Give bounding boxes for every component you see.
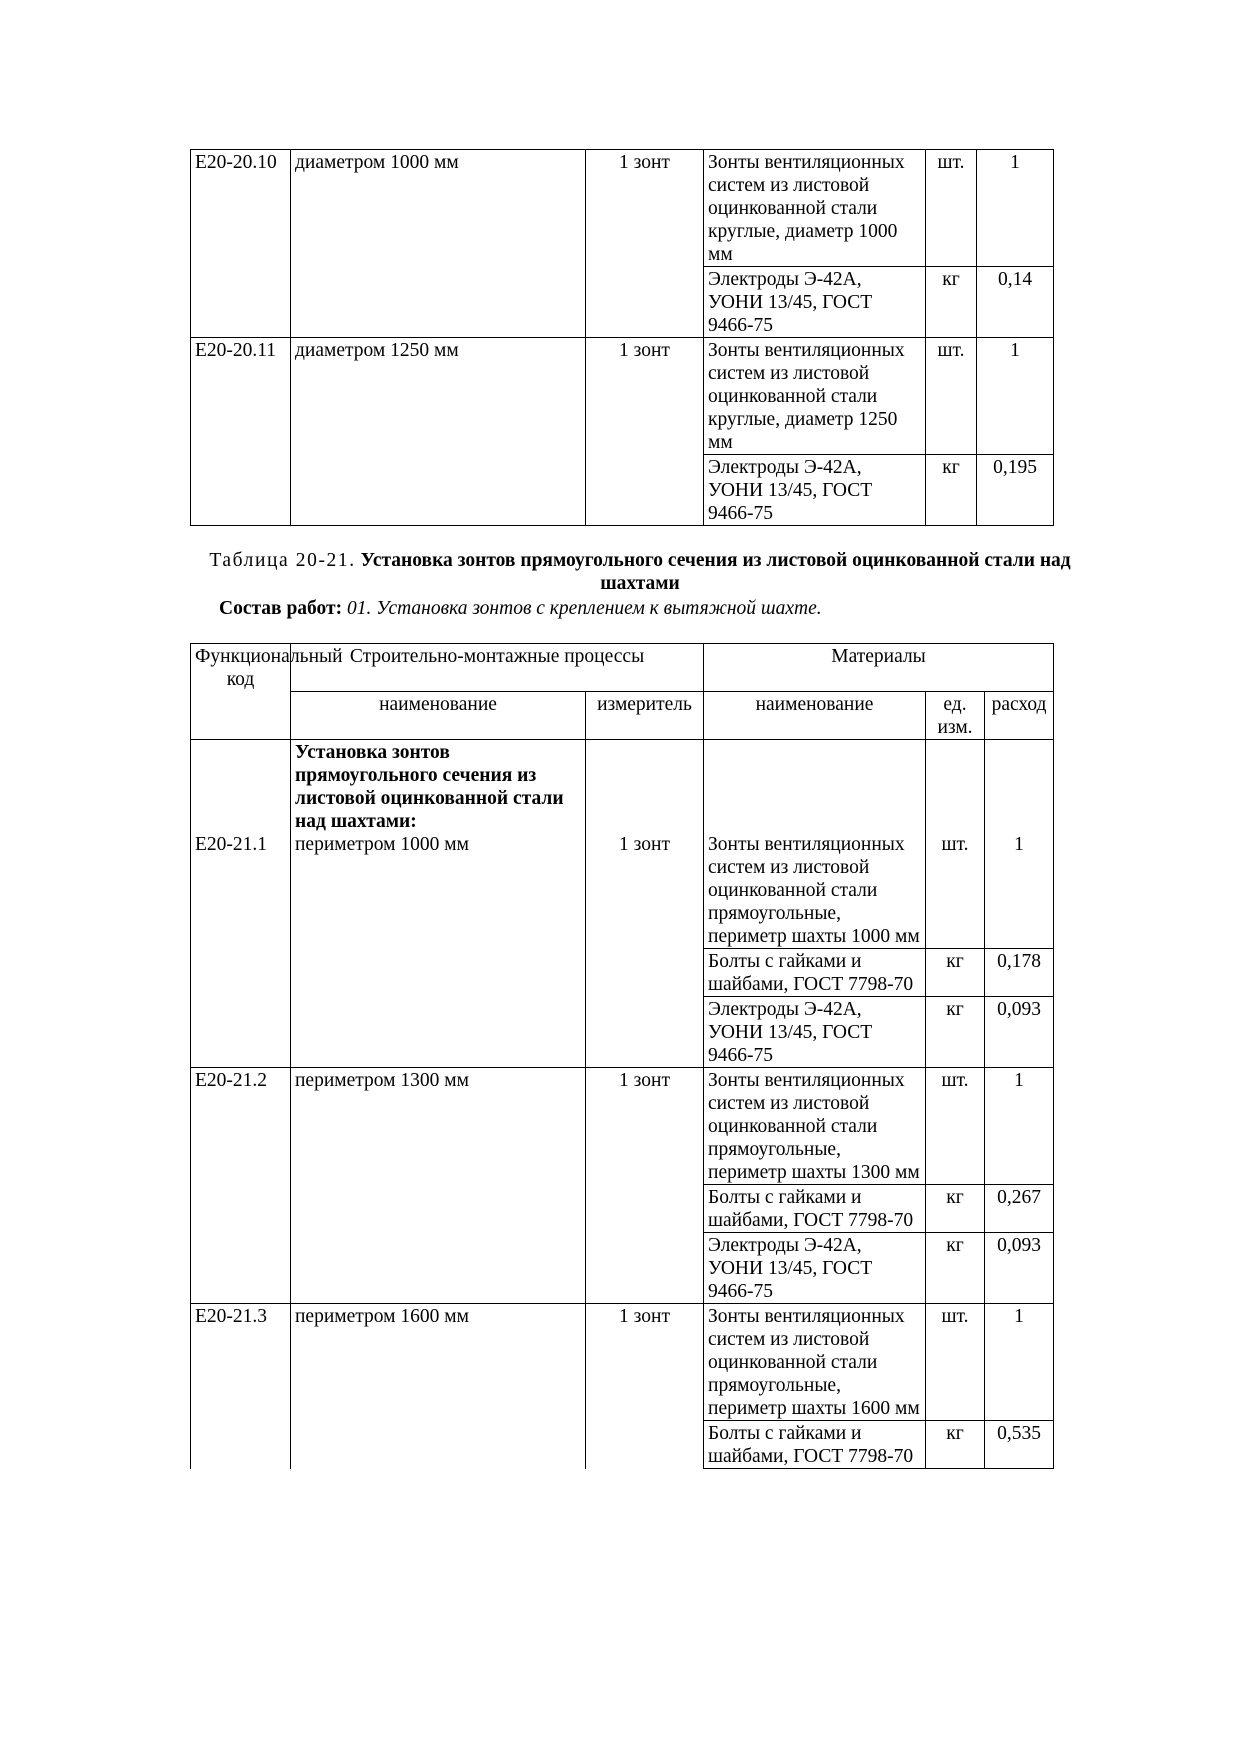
header-material-qty: расход [985,692,1054,740]
material-qty: 1 [977,338,1054,455]
material-unit: кг [926,949,985,997]
material-qty: 0,093 [985,1233,1054,1304]
material-unit: кг [926,1185,985,1233]
header-material-name: наименование [704,692,926,740]
table-row [191,1068,1054,1185]
process-meter: 1 зонт [586,150,704,338]
material-name: Болты с гайками и шайбами, ГОСТ 7798-70 [704,1185,926,1233]
material-name: Зонты вентиляционных систем из листовой оцинкованной стали круглые, диаметр 1000 мм [704,150,926,267]
table-row [191,1304,1054,1421]
material-qty: 0,14 [977,267,1054,338]
material-unit: шт. [926,150,977,267]
process-meter: 1 зонт [586,338,704,526]
material-name: Зонты вентиляционных систем из листовой оцинкованной стали круглые, диаметр 1250 мм [704,338,926,455]
material-unit: шт. [926,1068,985,1185]
header-functional-code: Функциональный код [191,644,291,740]
process-name: периметром 1300 мм [291,1068,586,1304]
material-unit: кг [926,1421,985,1469]
table-header-row [191,644,1054,692]
table-caption-title: Установка зонтов прямоугольного сечения из листовой оцинкованной стали над шахтами [360,550,1071,594]
work-composition [219,597,822,620]
material-qty: 1 [985,1304,1054,1421]
process-name: Установка зонтов прямоугольного сечения из листовой оцинкованной стали над шахтами: периметром 1000 мм [291,740,586,1068]
group-title: Установка зонтов прямоугольного сечения из листовой оцинкованной стали над шахтами: [295,742,564,832]
material-qty: 1 [977,150,1054,267]
material-unit: кг [926,455,977,526]
material-name: Электроды Э-42А, УОНИ 13/45, ГОСТ 9466-75 [704,1233,926,1304]
functional-code: Е20-21.3 [191,1304,291,1469]
functional-code: Е20-20.11 [191,338,291,526]
process-name: периметром 1600 мм [291,1304,586,1469]
process-meter: 1 зонт [586,1068,704,1304]
header-meter: измеритель [586,692,704,740]
material-name: Зонты вентиляционных систем из листовой оцинкованной стали прямоугольные, периметр шахты 1000 мм [704,740,926,949]
material-unit: кг [926,997,985,1068]
material-qty: 1 [985,1068,1054,1185]
table-caption [190,549,1090,595]
table-row [191,338,1054,455]
material-qty: 0,535 [985,1421,1054,1469]
header-materials: Материалы [704,644,1054,692]
functional-code: Е20-20.10 [191,150,291,338]
material-unit: кг [926,1233,985,1304]
functional-code: Е20-21.1 [191,740,291,1068]
table-caption-label: Таблица 20-21. [209,550,356,571]
material-name: Зонты вентиляционных систем из листовой оцинкованной стали прямоугольные, периметр шахты 1600 мм [704,1304,926,1421]
material-qty: 0,178 [985,949,1054,997]
process-meter: 1 зонт [586,740,704,1068]
material-name: Электроды Э-42А, УОНИ 13/45, ГОСТ 9466-75 [704,997,926,1068]
material-qty: 1 [985,740,1054,949]
process-meter: 1 зонт [586,1304,704,1469]
process-name: диаметром 1250 мм [291,338,586,526]
norms-table-20-20-continued [190,149,1054,526]
material-unit: шт. [926,740,985,949]
table-row [191,740,1054,949]
table-header-row [191,692,1054,740]
process-name: диаметром 1000 мм [291,150,586,338]
header-material-unit: ед. изм. [926,692,985,740]
material-name: Болты с гайками и шайбами, ГОСТ 7798-70 [704,1421,926,1469]
material-unit: кг [926,267,977,338]
work-composition-text: 01. Установка зонтов с креплением к вытяжной шахте. [347,598,822,619]
work-composition-label: Состав работ: [219,598,343,619]
material-unit: шт. [926,1304,985,1421]
material-unit: шт. [926,338,977,455]
material-name: Электроды Э-42А, УОНИ 13/45, ГОСТ 9466-75 [704,455,926,526]
table-row [191,150,1054,267]
norms-table-20-21 [190,643,1054,1469]
material-qty: 0,093 [985,997,1054,1068]
header-processes: Строительно-монтажные процессы [291,644,704,692]
material-name: Зонты вентиляционных систем из листовой оцинкованной стали прямоугольные, периметр шахты 1300 мм [704,1068,926,1185]
material-name: Электроды Э-42А, УОНИ 13/45, ГОСТ 9466-75 [704,267,926,338]
header-process-name: наименование [291,692,586,740]
material-qty: 0,267 [985,1185,1054,1233]
material-qty: 0,195 [977,455,1054,526]
functional-code: Е20-21.2 [191,1068,291,1304]
material-name: Болты с гайками и шайбами, ГОСТ 7798-70 [704,949,926,997]
